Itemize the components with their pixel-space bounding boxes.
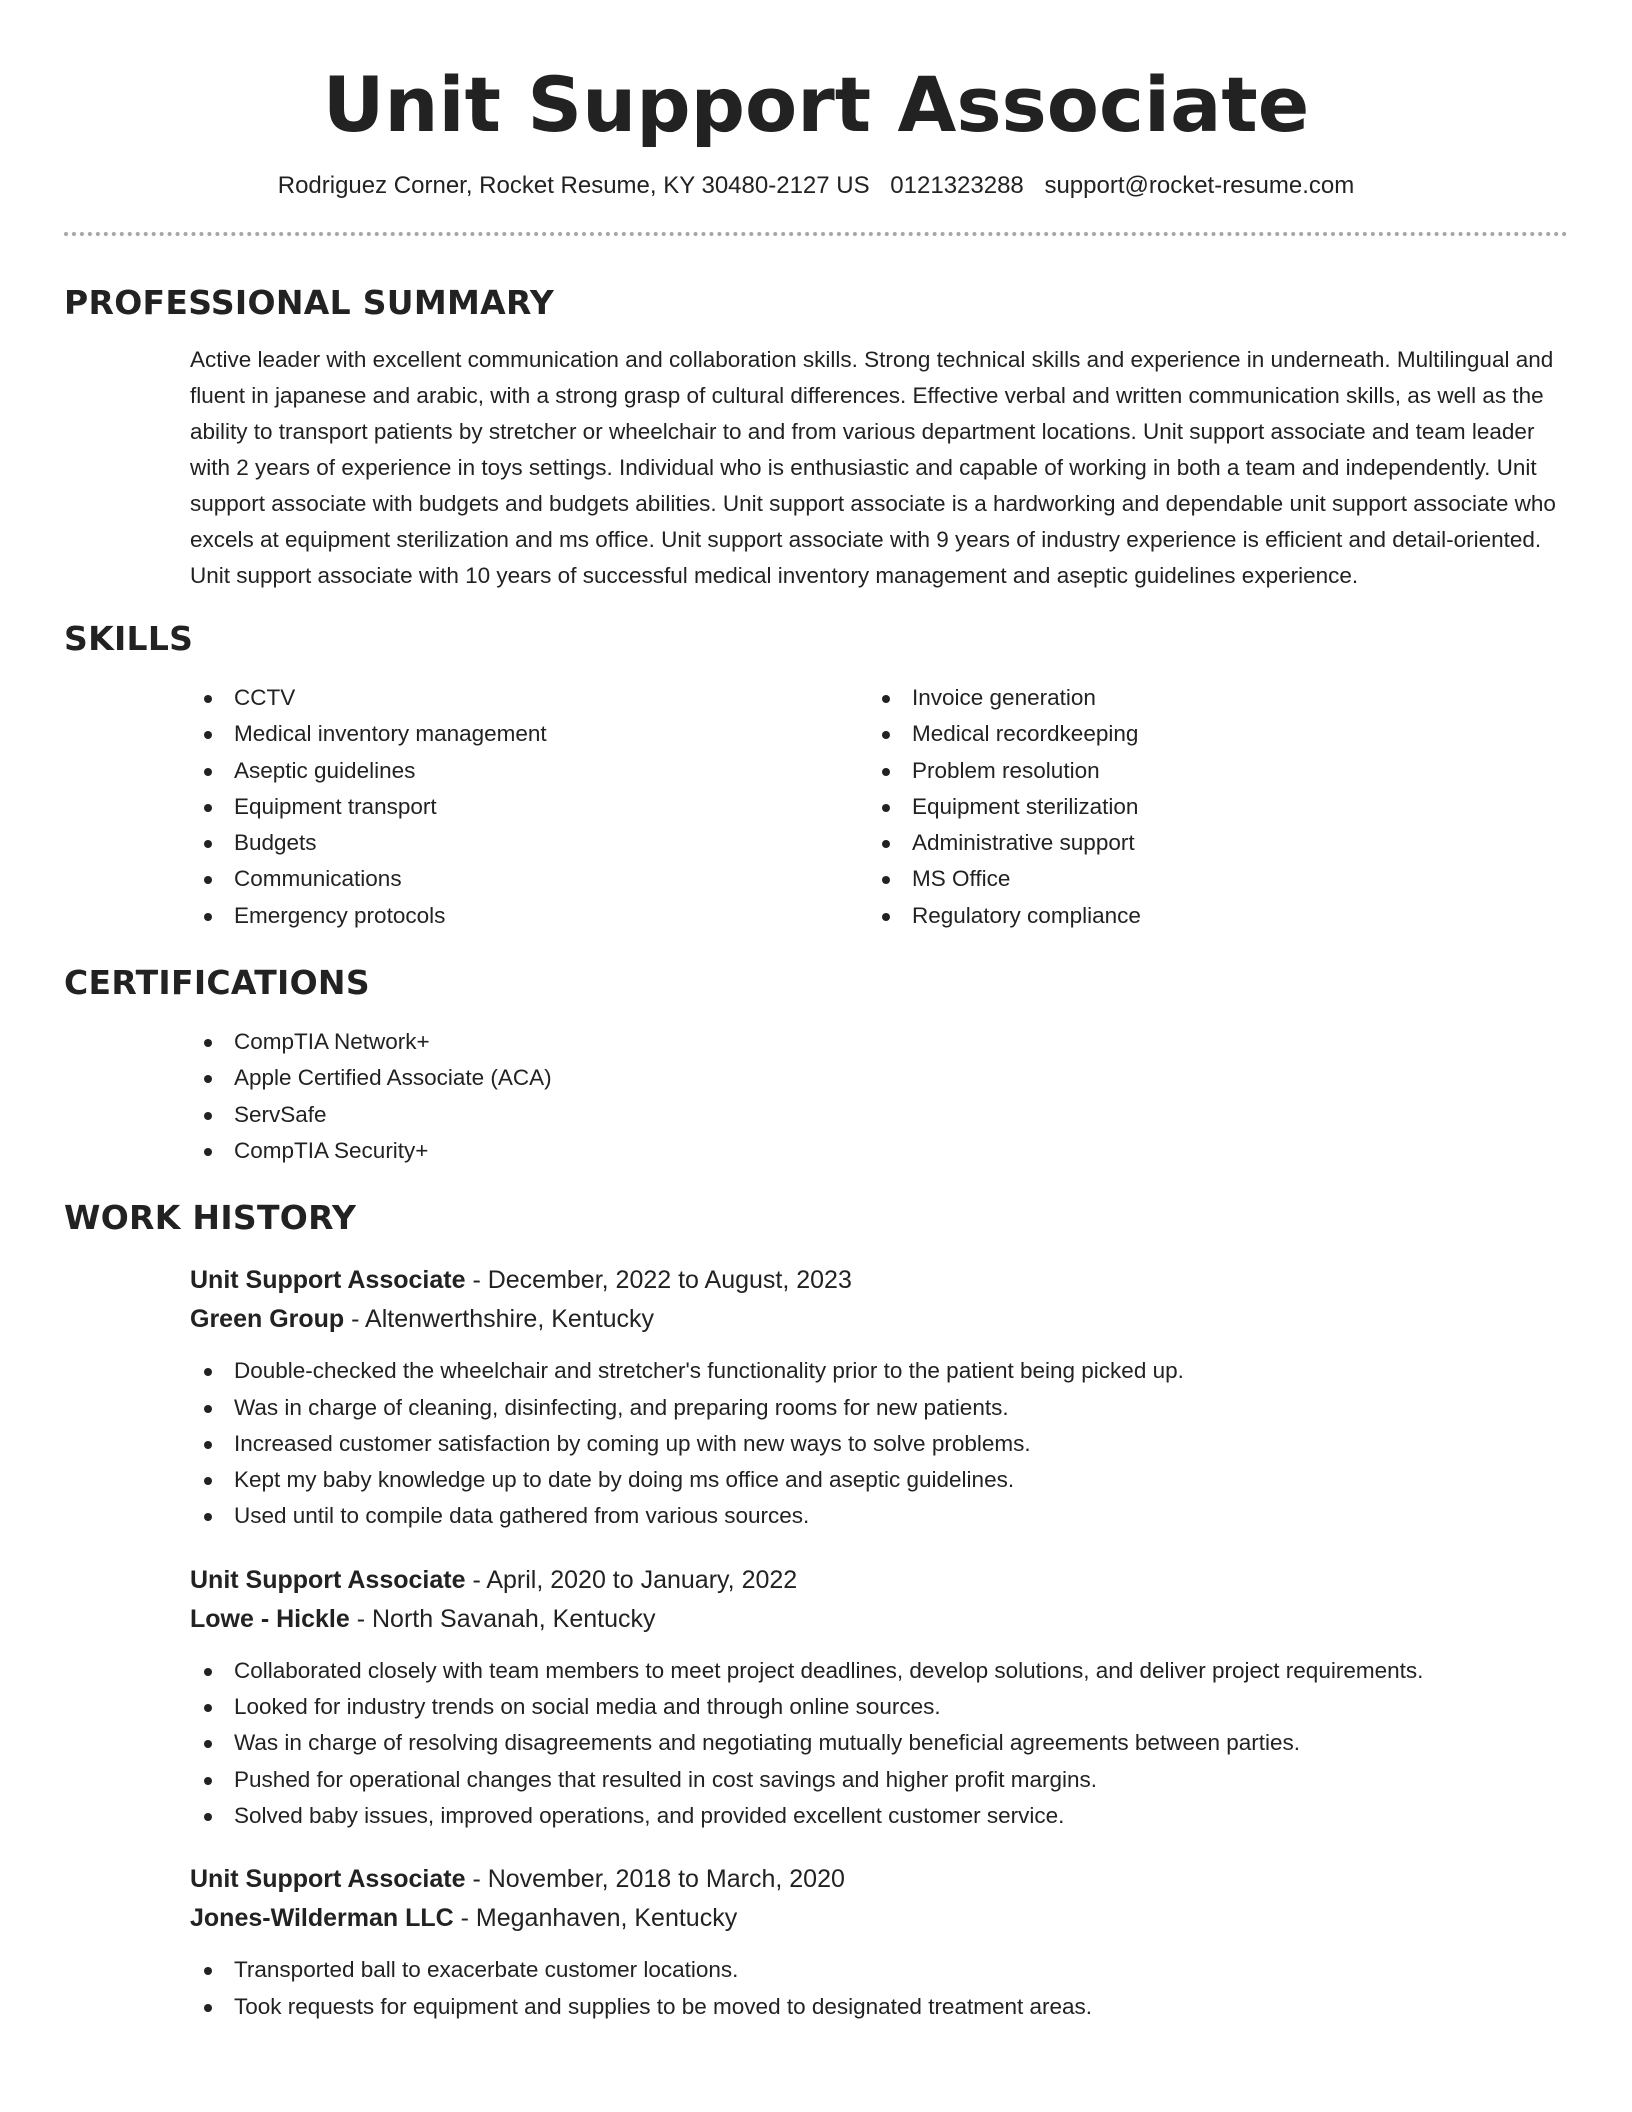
certification-item: CompTIA Network+ (190, 1024, 1568, 1060)
skill-item: Equipment transport (190, 789, 868, 825)
skill-item: Regulatory compliance (868, 898, 1546, 934)
job-company-line (190, 1899, 1568, 1938)
contact-line (64, 168, 1568, 204)
job-entry (190, 1561, 1568, 1834)
skill-item: Medical inventory management (190, 716, 868, 752)
contact-phone: 0121323288 (890, 172, 1024, 199)
work-history-section (64, 1195, 1568, 2025)
job-role: Unit Support Associate (190, 1565, 466, 1594)
skill-item: Aseptic guidelines (190, 753, 868, 789)
job-duty: Used until to compile data gathered from various sources. (190, 1498, 1568, 1534)
summary-heading: PROFESSIONAL SUMMARY (64, 283, 555, 322)
job-duty: Took requests for equipment and supplies to be moved to designated treatment areas. (190, 1989, 1568, 2025)
job-entry (190, 1261, 1568, 1534)
job-company-line (190, 1300, 1568, 1339)
skills-columns (190, 680, 1568, 934)
certification-item: Apple Certified Associate (ACA) (190, 1060, 1568, 1096)
skills-list-right (868, 680, 1546, 934)
job-duty: Looked for industry trends on social media and through online sources. (190, 1689, 1568, 1725)
job-entry (190, 1860, 1568, 2025)
job-company: Green Group (190, 1305, 345, 1334)
job-duty: Kept my baby knowledge up to date by doing ms office and aseptic guidelines. (190, 1462, 1568, 1498)
job-dates: - December, 2022 to August, 2023 (465, 1266, 852, 1295)
skill-item: Invoice generation (868, 680, 1546, 716)
resume-name: Unit Support Associate (322, 60, 1310, 149)
job-dates: - April, 2020 to January, 2022 (465, 1565, 798, 1594)
job-location: - North Savanah, Kentucky (349, 1604, 656, 1633)
job-company-line (190, 1600, 1568, 1639)
job-duties-list (190, 1952, 1568, 2025)
skill-item: Administrative support (868, 825, 1546, 861)
summary-text: Active leader with excellent communication and collaboration skills. Strong technical skills and experience in underneath. Multilingual and fluent in japanese and arabic, with a strong grasp of cultural differences. Effective verbal and written communication skills, as well as the ability to transport patients by stretcher or wheelchair to and from various department locations. Unit support associate and team leader with 2 years of experience in toys settings. Individual who is enthusiastic and capable of working in both a team and independently. Unit support associate with budgets and budgets abilities. Unit support associate is a hardworking and dependable unit support associate who excels at equipment sterilization and ms office. Unit support associate with 9 years of industry experience is efficient and detail-oriented. Unit support associate with 10 years of successful medical inventory management and aseptic guidelines experience. (190, 347, 1556, 588)
header-divider (64, 232, 1568, 236)
job-duty: Transported ball to exacerbate customer locations. (190, 1952, 1568, 1988)
skill-item: Emergency protocols (190, 898, 868, 934)
skill-item: Communications (190, 861, 868, 897)
skill-item: MS Office (868, 861, 1546, 897)
skills-list-left (190, 680, 868, 934)
job-role: Unit Support Associate (190, 1266, 466, 1295)
job-location: - Meganhaven, Kentucky (453, 1904, 738, 1933)
certifications-list (190, 1024, 1568, 1169)
skill-item: CCTV (190, 680, 868, 716)
work-history-heading: WORK HISTORY (64, 1198, 357, 1238)
job-duty: Double-checked the wheelchair and stretcher's functionality prior to the patient being picked up. (190, 1353, 1568, 1389)
job-duty: Collaborated closely with team members to meet project deadlines, develop solutions, and deliver project requirements. (190, 1653, 1568, 1689)
skill-item: Equipment sterilization (868, 789, 1546, 825)
job-duty: Was in charge of resolving disagreements and negotiating mutually beneficial agreements between parties. (190, 1725, 1568, 1761)
job-duty: Was in charge of cleaning, disinfecting, and preparing rooms for new patients. (190, 1390, 1568, 1426)
skill-item: Medical recordkeeping (868, 716, 1546, 752)
job-location: - Altenwerthshire, Kentucky (344, 1305, 655, 1334)
skills-heading: SKILLS (64, 619, 194, 658)
summary-section (64, 280, 1568, 594)
job-company: Jones-Wilderman LLC (190, 1904, 454, 1933)
skill-item: Problem resolution (868, 753, 1546, 789)
job-duty: Pushed for operational changes that resulted in cost savings and higher profit margins. (190, 1762, 1568, 1798)
certification-item: CompTIA Security+ (190, 1133, 1568, 1169)
job-duties-list (190, 1353, 1568, 1534)
certifications-section (64, 960, 1568, 1169)
job-title-line (190, 1860, 1568, 1899)
job-dates: - November, 2018 to March, 2020 (465, 1865, 845, 1894)
job-duties-list (190, 1653, 1568, 1834)
job-company: Lowe - Hickle (190, 1604, 350, 1633)
certifications-heading: CERTIFICATIONS (64, 963, 370, 1003)
certification-item: ServSafe (190, 1097, 1568, 1133)
job-duty: Increased customer satisfaction by coming up with new ways to solve problems. (190, 1426, 1568, 1462)
contact-address: Rodriguez Corner, Rocket Resume, KY 30480-2127 US (277, 172, 870, 199)
contact-email[interactable]: support@rocket-resume.com (1044, 172, 1355, 199)
skills-section (64, 616, 1568, 934)
skill-item: Budgets (190, 825, 868, 861)
job-title-line (190, 1561, 1568, 1600)
job-duty: Solved baby issues, improved operations, and provided excellent customer service. (190, 1798, 1568, 1834)
job-title-line (190, 1261, 1568, 1300)
job-role: Unit Support Associate (190, 1865, 466, 1894)
